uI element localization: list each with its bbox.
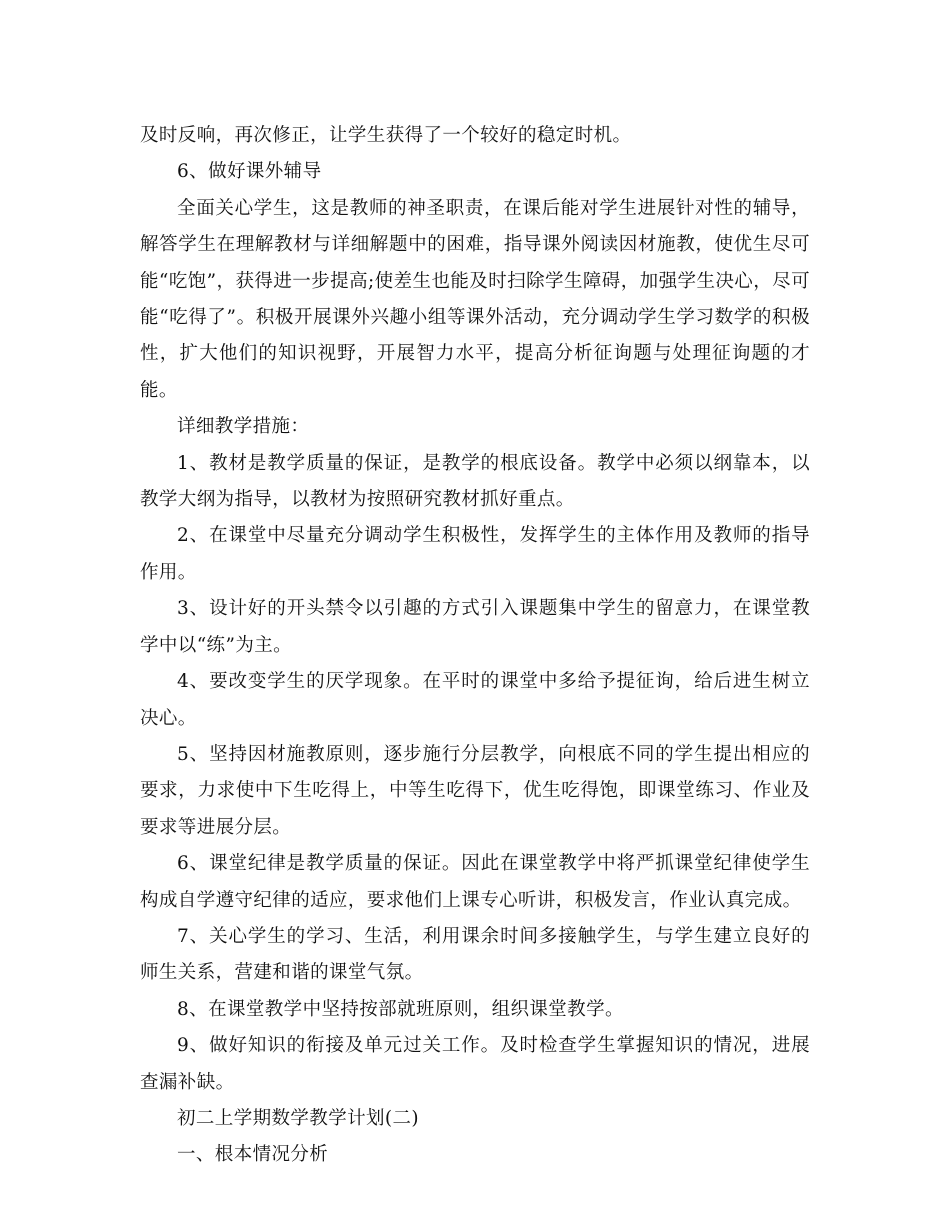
paragraph: 4、要改变学生的厌学现象。在平时的课堂中多给予提征询，给后进生树立决心。: [140, 671, 810, 729]
paragraph: 详细教学措施：: [177, 416, 310, 438]
section-heading: 一、根本情况分析: [177, 1144, 329, 1166]
paragraph: 7、关心学生的学习、生活，利用课余时间多接触学生，与学生建立良好的师生关系，营建和谐的课堂气氛。: [140, 925, 810, 984]
paragraph: 5、坚持因材施教原则，逐步施行分层教学，向根底不同的学生提出相应的要求，力求使中下生吃得上，中等生吃得下，优生吃得饱，即课堂练习、作业及要求等进展分层。: [140, 743, 810, 838]
paragraph: 8、在课堂教学中坚持按部就班原则，组织课堂教学。: [177, 998, 624, 1020]
paragraph: 6、做好课外辅导: [177, 161, 322, 183]
paragraph: 9、做好知识的衔接及单元过关工作。及时检查学生掌握知识的情况，进展查漏补缺。: [140, 1035, 810, 1093]
paragraph: 6、课堂纪律是教学质量的保证。因此在课堂教学中将严抓课堂纪律使学生构成自学遵守纪律的适应，要求他们上课专心听讲，积极发言，作业认真完成。: [140, 853, 810, 911]
paragraph: 全面关心学生，这是教师的神圣职责，在课后能对学生进展针对性的辅导，解答学生在理解教材与详细解题中的困难，指导课外阅读因材施教，使优生尽可能“吃饱”，获得进一步提高;使差生也能及时扫除学生障碍，加强学生决心，尽可能“吃得了”。积极开展课外兴趣小组等课外活动，充分调动学生学习数学的积极性，扩大他们的知识视野，开展智力水平，提高分析征询题与处理征询题的才能。: [140, 197, 810, 401]
paragraph: 及时反响，再次修正，让学生获得了一个较好的稳定时机。: [140, 125, 632, 146]
document-page: [140, 118, 810, 1174]
paragraph: 3、设计好的开头禁令以引趣的方式引入课题集中学生的留意力，在课堂教学中以“练”为主。: [140, 598, 810, 656]
paragraph: 1、教材是教学质量的保证，是教学的根底设备。教学中必须以纲靠本，以教学大纲为指导，以教材为按照研究教材抓好重点。: [140, 452, 810, 511]
section-title: 初二上学期数学教学计划(二): [177, 1107, 420, 1129]
paragraph: 2、在课堂中尽量充分调动学生积极性，发挥学生的主体作用及教师的指导作用。: [140, 525, 810, 583]
